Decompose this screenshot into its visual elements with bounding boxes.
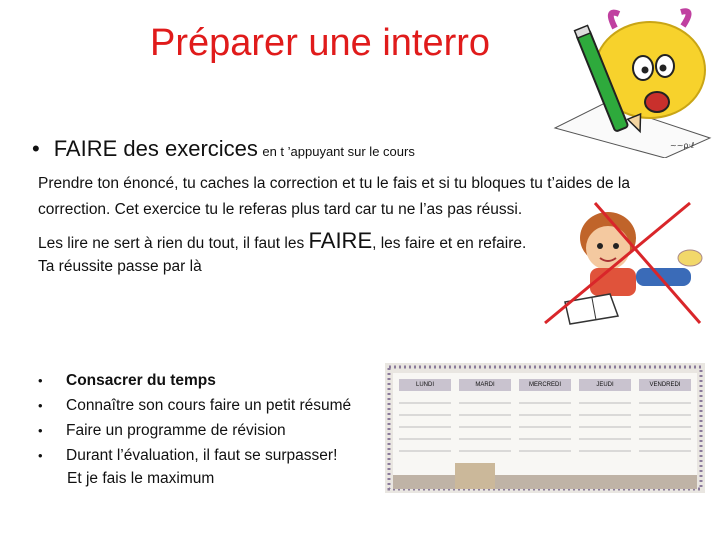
list-item-text: Faire un programme de révision xyxy=(66,422,286,439)
planner-day: LUNDI xyxy=(415,382,434,388)
tips-list xyxy=(38,368,351,468)
planner-day: MARDI xyxy=(475,382,495,388)
monster-with-pencil-icon xyxy=(545,8,715,158)
planner-day: MERCREDI xyxy=(528,382,561,388)
list-bullet: • xyxy=(38,398,43,413)
slide-title: Préparer une interro xyxy=(150,22,491,64)
list-item-text: Connaître son cours faire un petit résumé xyxy=(66,397,352,414)
planner-day: JEUDI xyxy=(596,382,614,388)
list-item xyxy=(38,418,351,443)
faire-after: , les faire et en refaire. xyxy=(372,235,527,252)
weekly-planner-icon xyxy=(385,363,705,493)
bullet-dot: • xyxy=(32,136,40,161)
reading-kid-icon xyxy=(540,198,705,328)
list-item xyxy=(38,393,351,418)
success-line: Ta réussite passe par là xyxy=(38,258,202,275)
list-item xyxy=(38,443,351,468)
list-item xyxy=(38,368,351,393)
main-bullet-heading: FAIRE des exercices xyxy=(53,136,258,161)
list-bullet: • xyxy=(38,373,43,388)
list-item-text: Durant l’évaluation, il faut se surpasser! xyxy=(66,447,338,464)
planner-day: VENDREDI xyxy=(649,382,681,388)
main-bullet xyxy=(32,136,415,162)
list-bullet: • xyxy=(38,448,43,463)
main-bullet-suffix: en t ’appuyant sur le cours xyxy=(262,144,415,159)
svg-text:~~ρ·ℓ: ~~ρ·ℓ xyxy=(670,141,695,150)
list-bullet: • xyxy=(38,423,43,438)
faire-before: Les lire ne sert à rien du tout, il faut les xyxy=(38,235,305,252)
faire-emphasis: FAIRE xyxy=(308,228,373,253)
faire-paragraph xyxy=(38,228,526,254)
closing-line: Et je fais le maximum xyxy=(67,470,215,487)
list-item-text: Consacrer du temps xyxy=(66,372,216,389)
instruction-paragraph: Prendre ton énoncé, tu caches la correction et tu le fais et si tu bloques tu t’aides de la correction. Cet exercice tu le referas plus tard car tu ne l’as pas réussi. xyxy=(38,175,630,218)
